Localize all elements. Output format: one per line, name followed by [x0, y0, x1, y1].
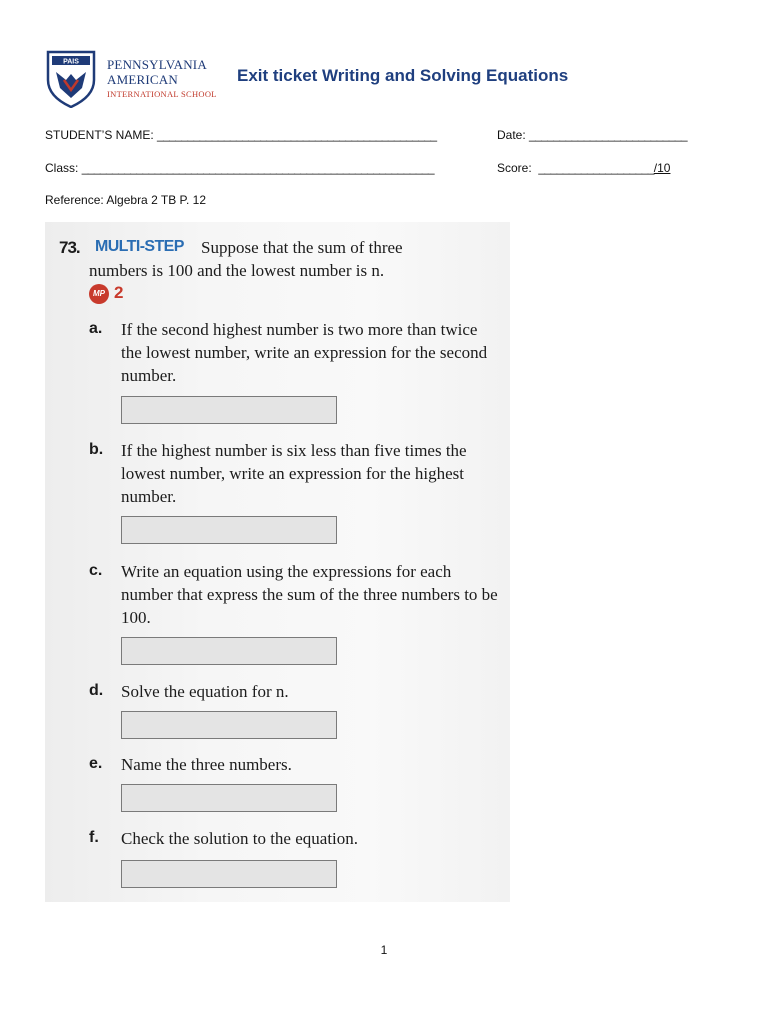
- part-f-text: Check the solution to the equation.: [121, 829, 359, 848]
- problem-intro: Suppose that the sum of three numbers is 100 and the lowest number is n.: [89, 238, 403, 280]
- mp-number: 2: [114, 283, 124, 302]
- part-a-letter: a.: [89, 320, 103, 337]
- reference-text: Reference: Algebra 2 TB P. 12: [45, 193, 206, 207]
- part-e-answer-box[interactable]: [121, 784, 337, 812]
- date-field[interactable]: [497, 128, 687, 142]
- date-label: Date:: [497, 128, 526, 142]
- class-label: Class:: [45, 161, 79, 175]
- part-d-text: Solve the equation for n.: [121, 682, 289, 701]
- school-name: [107, 57, 207, 87]
- part-b-answer-box[interactable]: [121, 516, 337, 544]
- shield-text: PAIS: [63, 58, 79, 66]
- score-field[interactable]: [497, 161, 670, 175]
- scanned-problem: [45, 222, 510, 902]
- student-name-blank[interactable]: ______________________________________________: [157, 128, 437, 142]
- school-name-line2: AMERICAN: [107, 72, 178, 87]
- part-b-text: If the highest number is six less than five times the lowest number, write an expression for the highest number.: [121, 441, 467, 506]
- multi-step-label: MULTI-STEP: [95, 238, 184, 255]
- part-e-text: Name the three numbers.: [121, 755, 292, 774]
- part-c-text: Write an equation using the expressions for each number that express the sum of the three numbers to be 100.: [121, 562, 498, 627]
- school-logo: [46, 50, 226, 112]
- score-suffix: /10: [653, 161, 671, 175]
- part-f-answer-box[interactable]: [121, 860, 337, 888]
- school-name-subtitle: INTERNATIONAL SCHOOL: [107, 89, 217, 99]
- score-label: Score:: [497, 161, 532, 175]
- class-field[interactable]: [45, 161, 434, 175]
- student-name-field[interactable]: [45, 128, 436, 142]
- mp-badge-icon: MP: [89, 284, 109, 304]
- part-c-answer-box[interactable]: [121, 637, 337, 665]
- student-name-label: STUDENT’S NAME:: [45, 128, 154, 142]
- score-blank[interactable]: ___________________: [538, 161, 654, 175]
- school-name-line1: PENNSYLVANIA: [107, 57, 207, 72]
- part-a-answer-box[interactable]: [121, 396, 337, 424]
- part-a-text: If the second highest number is two more than twice the lowest number, write an expression for the second number.: [121, 320, 488, 385]
- date-blank[interactable]: __________________________: [529, 128, 687, 142]
- shield-crest-icon: [46, 50, 96, 108]
- part-d-answer-box[interactable]: [121, 711, 337, 739]
- document-title: Exit ticket Writing and Solving Equations: [237, 66, 569, 85]
- class-blank[interactable]: __________________________________________________________: [81, 161, 434, 175]
- part-f-letter: f.: [89, 829, 99, 846]
- part-b-letter: b.: [89, 441, 104, 458]
- part-d-letter: d.: [89, 682, 104, 699]
- page-number: 1: [380, 943, 388, 957]
- problem-number: 73.: [59, 238, 80, 257]
- part-c-letter: c.: [89, 562, 103, 579]
- part-e-letter: e.: [89, 755, 103, 772]
